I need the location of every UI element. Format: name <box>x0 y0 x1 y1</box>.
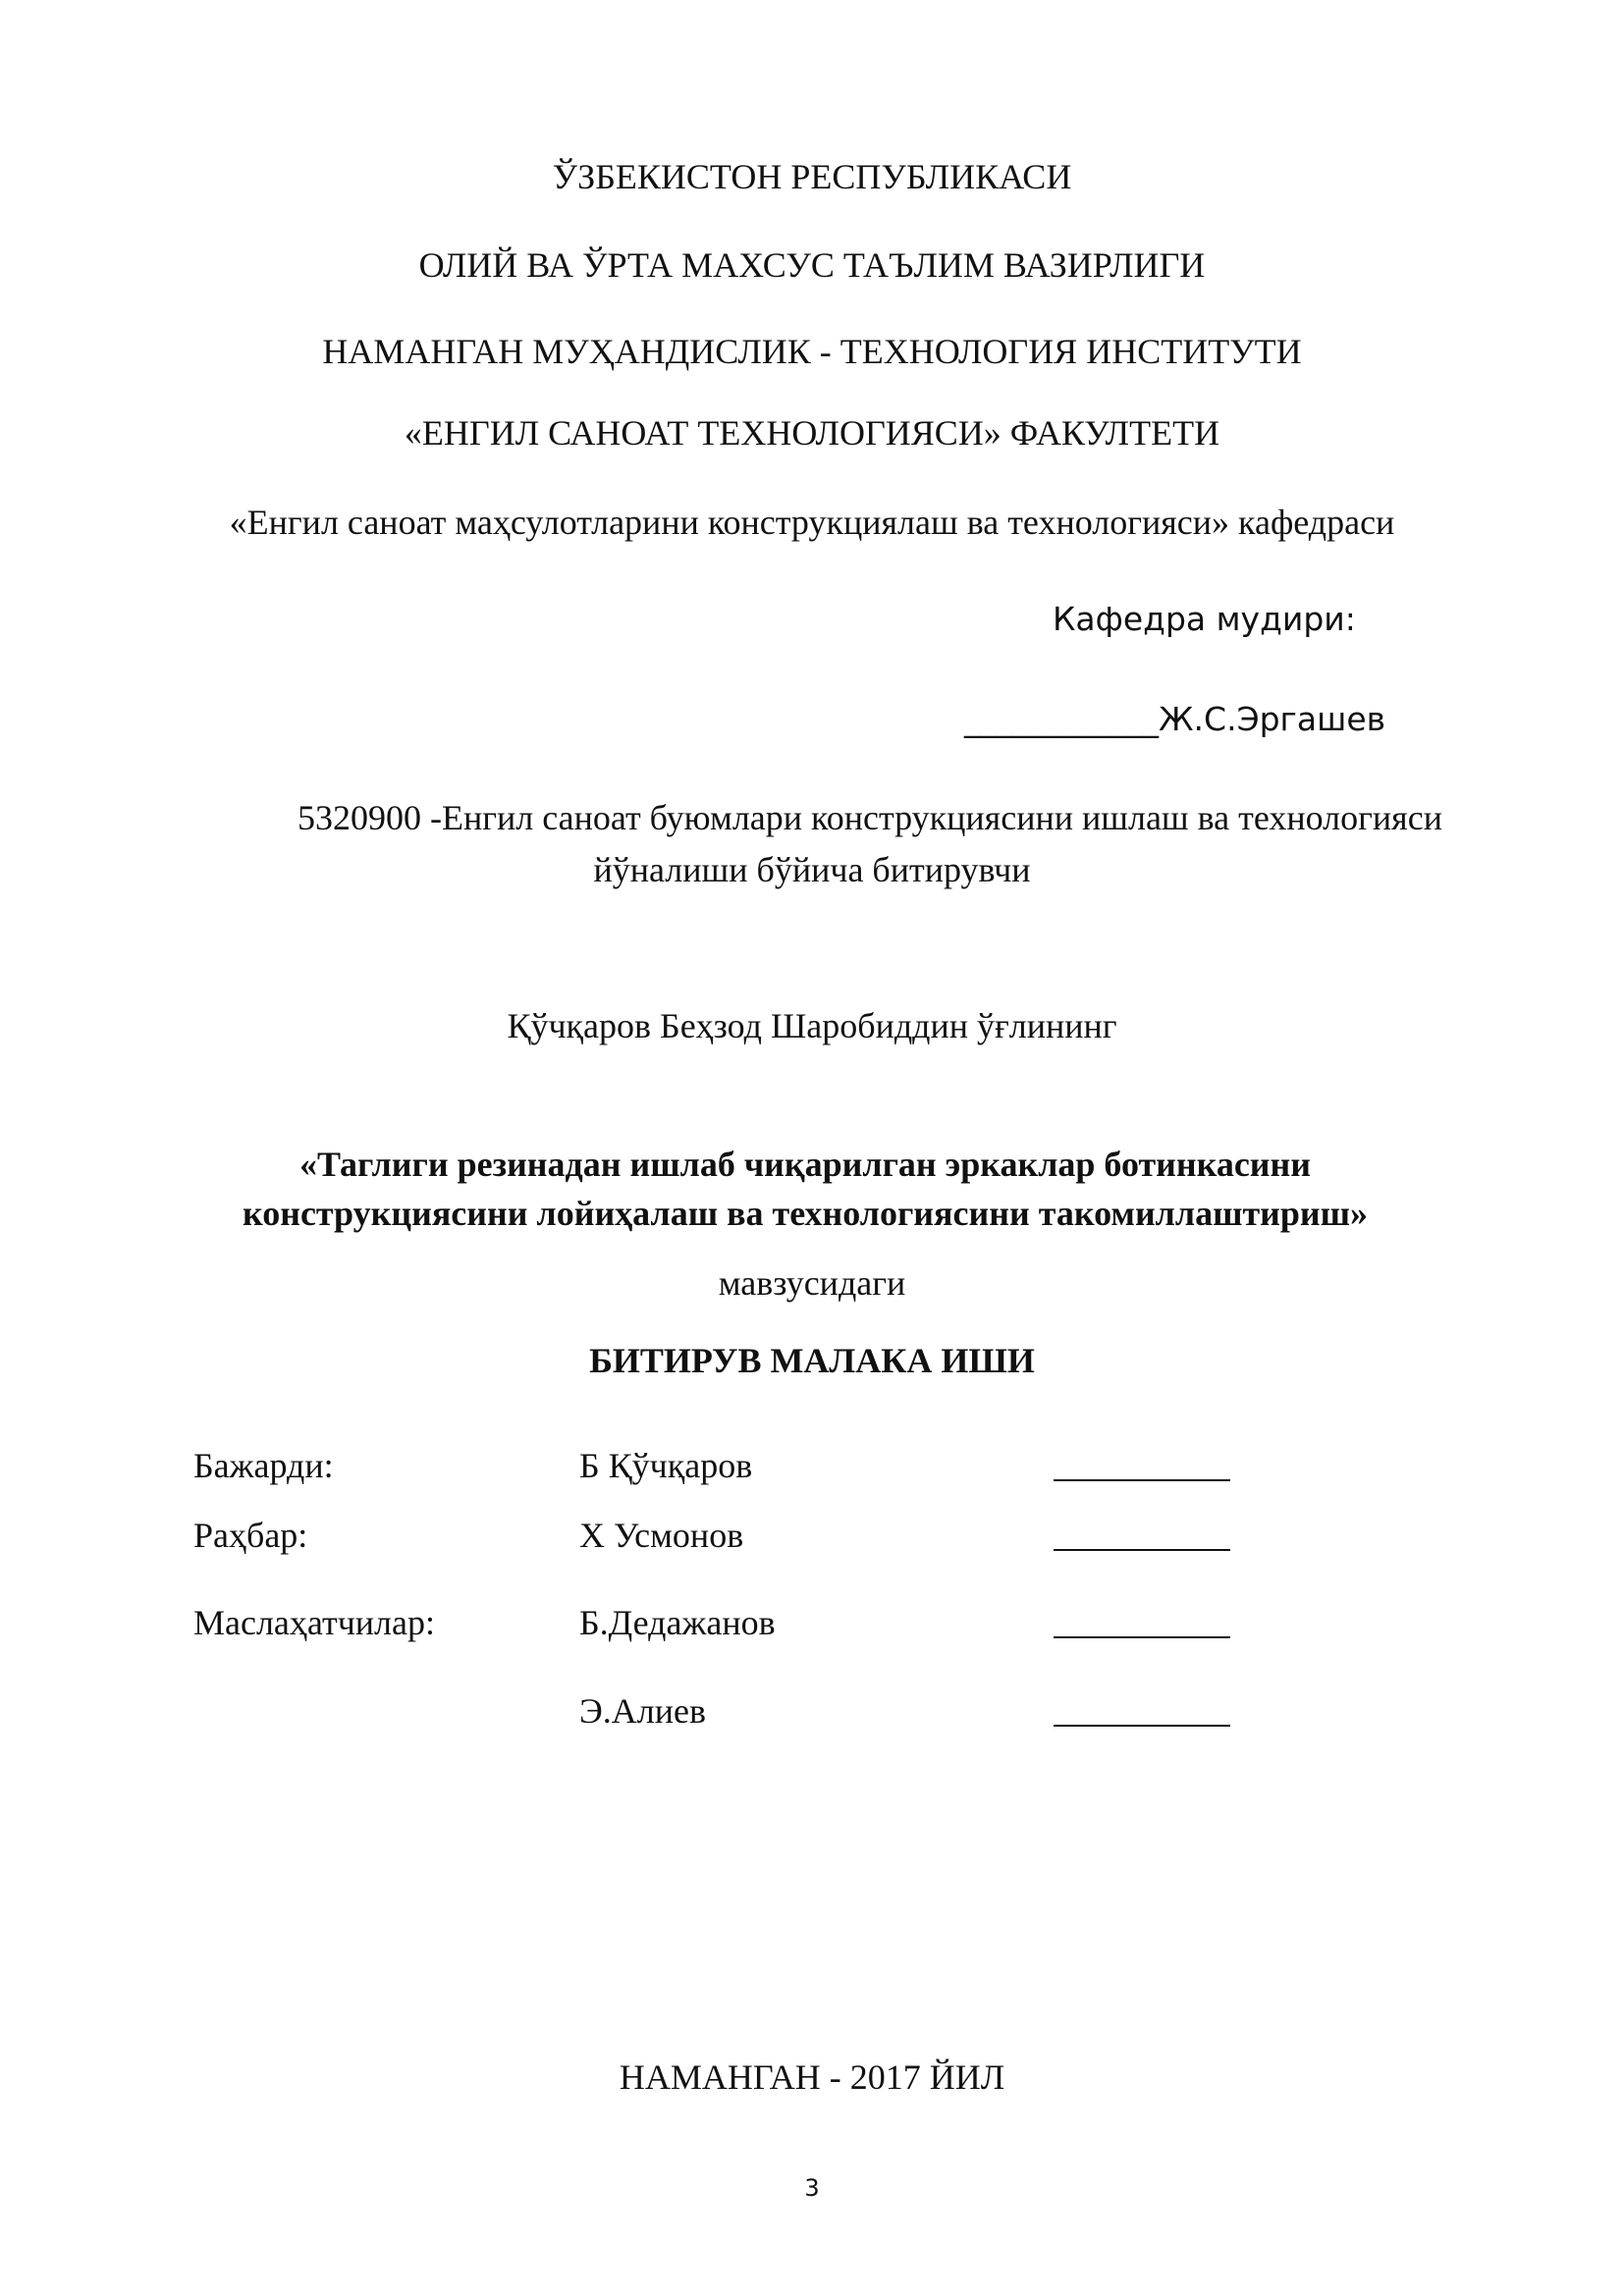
work-title: БИТИРУВ МАЛАКА ИШИ <box>589 1341 1035 1380</box>
approval-title: Кафедра мудири: <box>1053 600 1356 638</box>
approval-signature: ____________Ж.С.Эргашев <box>964 700 1386 738</box>
specialty-line-2: йўналиши бўйича битирувчи <box>593 850 1031 889</box>
topic-line-1: «Таглиги резинадан ишлаб чиқарилган эркаклар ботинкасини <box>298 1145 1312 1184</box>
signature-role: Раҳбар: <box>193 1516 308 1555</box>
page-number: 3 <box>804 2174 820 2202</box>
signature-name: Э.Алиев <box>579 1691 706 1731</box>
signature-line <box>1054 1693 1230 1727</box>
signature-name: Б Қўчқаров <box>579 1446 753 1485</box>
republic-heading: ЎЗБЕКИСТОН РЕСПУБЛИКАСИ <box>552 157 1072 196</box>
signature-role: Бажарди: <box>193 1446 334 1485</box>
student-name: Қўчқаров Беҳзод Шаробиддин ўғлининг <box>507 1006 1117 1045</box>
signature-row <box>193 1693 1273 1742</box>
institute-heading: НАМАНГАН МУҲАНДИСЛИК - ТЕХНОЛОГИЯ ИНСТИТУТИ <box>322 332 1302 371</box>
department-heading: «Енгил саноат маҳсулотларини конструкциялаш ва технологияси» кафедраси <box>229 503 1395 542</box>
faculty-heading: «ЕНГИЛ САНОАТ ТЕХНОЛОГИЯСИ» ФАКУЛТЕТИ <box>404 413 1220 453</box>
city-year: НАМАНГАН - 2017 ЙИЛ <box>619 2057 1005 2097</box>
signature-line <box>1054 1518 1230 1551</box>
signature-name: Б.Дедажанов <box>579 1603 776 1642</box>
ministry-heading: ОЛИЙ ВА ЎРТА МАХСУС ТАЪЛИМ ВАЗИРЛИГИ <box>418 245 1206 285</box>
signature-row <box>193 1605 1273 1654</box>
signature-row <box>193 1448 1273 1497</box>
topic-suffix: мавзусидаги <box>718 1263 906 1303</box>
signature-line <box>1054 1605 1230 1638</box>
signature-line <box>1054 1448 1230 1481</box>
specialty-line-1: 5320900 -Енгил саноат буюмлари конструкциясини ишлаш ва технологияси <box>298 798 1442 837</box>
signature-table <box>193 1448 1273 1762</box>
signature-row <box>193 1518 1273 1567</box>
signature-name: Х Усмонов <box>579 1516 744 1555</box>
topic-line-2: конструкциясини лойиҳалаш ва технологиясини такомиллаштириш» <box>242 1194 1369 1233</box>
signature-role: Маслаҳатчилар: <box>193 1603 436 1642</box>
